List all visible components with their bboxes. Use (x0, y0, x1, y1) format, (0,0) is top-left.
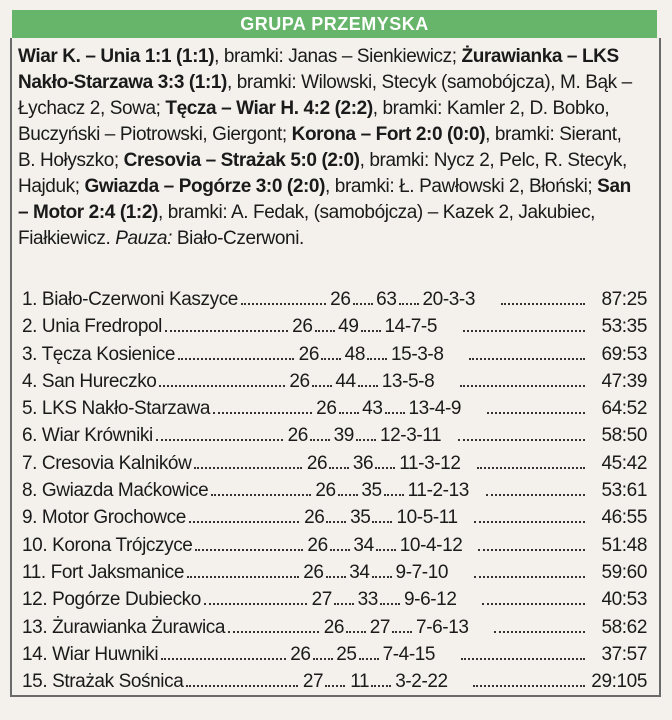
team-name: 2. Unia Fredropol (22, 316, 162, 338)
games-played: 26 (315, 480, 336, 502)
table-row (22, 532, 647, 559)
points: 34 (353, 534, 374, 556)
pauza-label: Pauza: (115, 228, 172, 249)
table-row (22, 641, 647, 668)
leader-dots (187, 566, 298, 578)
games-played: 26 (292, 316, 313, 338)
points: 44 (335, 370, 356, 392)
result-scorers: , bramki: A. Fedak, (samobójcza) – Kazek 2, Jakubiec, Fiałkiewicz. (18, 202, 596, 249)
leader-dots (339, 402, 359, 414)
team-name: 10. Korona Trójczyce (22, 534, 193, 556)
goal-ratio: 59:60 (601, 561, 647, 583)
points: 48 (344, 343, 365, 365)
table-row (22, 477, 647, 504)
result-scorers: , bramki: Kamler 2, D. Bobko, Buczyński – Piotrowski, Giergont; (18, 98, 610, 145)
leader-dots (338, 484, 358, 496)
leader-dots (361, 320, 381, 332)
win-draw-loss: 13-5-8 (381, 370, 435, 392)
leader-dots (376, 539, 396, 551)
leader-dots (358, 375, 378, 387)
leader-dots (329, 457, 349, 469)
table-row (22, 450, 647, 477)
games-played: 26 (303, 561, 324, 583)
leader-dots (161, 648, 285, 660)
leader-dots (486, 484, 585, 496)
win-draw-loss: 10-5-11 (396, 507, 458, 529)
goal-ratio: 58:62 (601, 616, 647, 638)
section-title: GRUPA PRZEMYSKA (240, 13, 429, 34)
leader-dots (156, 429, 283, 441)
leader-dots (458, 429, 585, 441)
leader-dots (392, 621, 412, 633)
win-draw-loss: 14-7-5 (384, 316, 438, 338)
leader-dots (310, 429, 330, 441)
games-played: 26 (290, 643, 311, 665)
leader-dots (359, 648, 379, 660)
leader-dots (213, 402, 311, 414)
win-draw-loss: 9-6-12 (403, 589, 457, 611)
goal-ratio: 29:105 (591, 671, 648, 693)
result-scorers: , bramki: Sierant, B. Hołyszko; (18, 124, 622, 171)
win-draw-loss: 7-6-13 (416, 616, 469, 638)
leader-dots (186, 675, 298, 687)
leader-dots (478, 539, 585, 551)
leader-dots (228, 621, 319, 633)
leader-dots (211, 484, 310, 496)
points: 27 (369, 616, 391, 638)
points: 33 (357, 589, 378, 611)
leader-dots (346, 621, 366, 633)
leader-dots (241, 293, 326, 305)
games-played: 27 (302, 671, 324, 693)
result-headline: Korona – Fort 2:0 (0:0) (291, 124, 486, 145)
table-row (22, 614, 647, 641)
games-played: 26 (306, 452, 328, 474)
win-draw-loss: 20-3-3 (422, 289, 476, 310)
win-draw-loss: 3-2-22 (395, 671, 448, 693)
team-name: 5. LKS Nakło-Starzawa (22, 398, 211, 420)
table-row (22, 559, 647, 586)
leader-dots (367, 348, 387, 360)
standings-table (22, 286, 647, 695)
win-draw-loss: 7-4-15 (382, 643, 436, 665)
goal-ratio: 58:50 (601, 425, 648, 447)
leader-dots (189, 511, 300, 523)
leader-dots (460, 375, 585, 387)
leader-dots (356, 429, 376, 441)
points: 11 (350, 671, 370, 693)
leader-dots (334, 593, 354, 605)
leader-dots (384, 484, 404, 496)
team-name: 4. San Hureczko (22, 370, 157, 392)
result-headline: Tęcza – Wiar H. 4:2 (2:2) (165, 98, 373, 119)
goal-ratio: 53:61 (601, 480, 648, 502)
games-played: 26 (304, 507, 325, 529)
leader-dots (330, 539, 350, 551)
games-played: 26 (289, 370, 310, 392)
team-name: 13. Żurawianka Żurawica (22, 616, 226, 638)
team-name: 6. Wiar Krówniki (22, 425, 153, 447)
leader-dots (325, 675, 345, 687)
team-name: 14. Wiar Huwniki (22, 643, 159, 665)
goal-ratio: 69:53 (601, 343, 648, 365)
table-row (22, 586, 647, 613)
leader-dots (380, 593, 400, 605)
pauza-team: Biało-Czerwoni. (171, 228, 304, 249)
leader-dots (461, 648, 585, 660)
team-name: 8. Gwiazda Maćkowice (22, 480, 209, 502)
section-header (12, 10, 657, 38)
goal-ratio: 47:39 (601, 370, 647, 392)
games-played: 26 (298, 343, 319, 365)
table-row (22, 395, 647, 422)
leader-dots (501, 293, 586, 305)
win-draw-loss: 11-3-12 (399, 452, 461, 474)
win-draw-loss: 11-2-13 (407, 480, 469, 502)
result-scorers: , bramki: Nycz 2, Pelc, R. Stecyk, Hajduk; (18, 150, 627, 197)
result-headline: San – Motor 2:4 (1:2) (18, 176, 631, 223)
games-played: 26 (287, 425, 308, 447)
points: 35 (361, 480, 382, 502)
points: 49 (338, 316, 359, 338)
team-name: 1. Biało-Czerwoni Kaszyce (22, 289, 238, 310)
win-draw-loss: 12-3-11 (379, 425, 442, 447)
games-played: 27 (311, 589, 332, 611)
leader-dots (375, 457, 395, 469)
goal-ratio: 51:48 (601, 534, 648, 556)
games-played: 26 (330, 289, 351, 310)
result-scorers: , bramki: Ł. Pawłowski 2, Błoński; (325, 176, 598, 197)
leader-dots (474, 566, 585, 578)
leader-dots (494, 621, 585, 633)
games-played: 26 (307, 534, 328, 556)
win-draw-loss: 13-4-9 (408, 398, 462, 420)
goal-ratio: 40:53 (601, 589, 648, 611)
leader-dots (353, 293, 373, 305)
goal-ratio: 37:57 (601, 643, 648, 665)
leader-dots (321, 348, 341, 360)
bottom-rule (10, 695, 661, 697)
leader-dots (195, 539, 302, 551)
result-scorers: , bramki: Wilowski, Stecyk (samobójcza), M. Bąk – Łychacz 2, Sowa; (18, 72, 632, 119)
points: 34 (349, 561, 370, 583)
table-row (22, 286, 647, 313)
result-headline: Wiar K. – Unia 1:1 (1:1) (18, 46, 215, 67)
games-played: 26 (316, 398, 337, 420)
leader-dots (399, 293, 419, 305)
leader-dots (204, 593, 307, 605)
leader-dots (487, 402, 585, 414)
leader-dots (474, 511, 585, 523)
goal-ratio: 64:52 (601, 398, 647, 420)
leader-dots (165, 320, 288, 332)
leader-dots (326, 511, 346, 523)
table-row (22, 504, 647, 531)
leader-dots (194, 457, 302, 469)
points: 39 (333, 425, 354, 447)
leader-dots (372, 566, 392, 578)
goal-ratio: 53:35 (601, 316, 647, 338)
table-row (22, 341, 647, 368)
team-name: 3. Tęcza Kosienice (22, 343, 175, 365)
team-name: 9. Motor Grochowce (22, 507, 186, 529)
leader-dots (313, 648, 333, 660)
leader-dots (159, 375, 284, 387)
result-headline: Żurawianka – LKS Nakło-Starzawa 3:3 (1:1) (18, 46, 619, 93)
win-draw-loss: 15-3-8 (391, 343, 444, 365)
table-row (22, 313, 647, 340)
leader-dots (371, 675, 391, 687)
leader-dots (469, 348, 585, 360)
match-results (18, 44, 643, 252)
team-name: 7. Cresovia Kalników (22, 452, 192, 474)
table-row (22, 668, 647, 695)
result-headline: Cresovia – Strażak 5:0 (2:0) (123, 150, 360, 171)
result-scorers: , bramki: Janas – Sienkiewicz; (214, 46, 462, 67)
leader-dots (385, 402, 405, 414)
team-name: 12. Pogórze Dubiecko (22, 589, 201, 611)
points: 63 (376, 289, 397, 310)
goal-ratio: 45:42 (601, 452, 648, 474)
leader-dots (315, 320, 335, 332)
table-row (22, 368, 647, 395)
team-name: 15. Strażak Sośnica (22, 671, 184, 693)
team-name: 11. Fort Jaksmanice (22, 561, 185, 583)
leader-dots (178, 348, 294, 360)
win-draw-loss: 10-4-12 (399, 534, 463, 556)
leader-dots (372, 511, 392, 523)
leader-dots (473, 675, 585, 687)
leader-dots (482, 593, 585, 605)
goal-ratio: 46:55 (601, 507, 647, 529)
points: 35 (350, 507, 371, 529)
points: 25 (336, 643, 357, 665)
leader-dots (312, 375, 332, 387)
win-draw-loss: 9-7-10 (395, 561, 449, 583)
points: 36 (352, 452, 374, 474)
leader-dots (463, 320, 586, 332)
table-row (22, 422, 647, 449)
leader-dots (477, 457, 585, 469)
goal-ratio: 87:25 (601, 289, 648, 310)
leader-dots (326, 566, 346, 578)
result-headline: Gwiazda – Pogórze 3:0 (2:0) (84, 176, 326, 197)
points: 43 (362, 398, 383, 420)
games-played: 26 (323, 616, 345, 638)
